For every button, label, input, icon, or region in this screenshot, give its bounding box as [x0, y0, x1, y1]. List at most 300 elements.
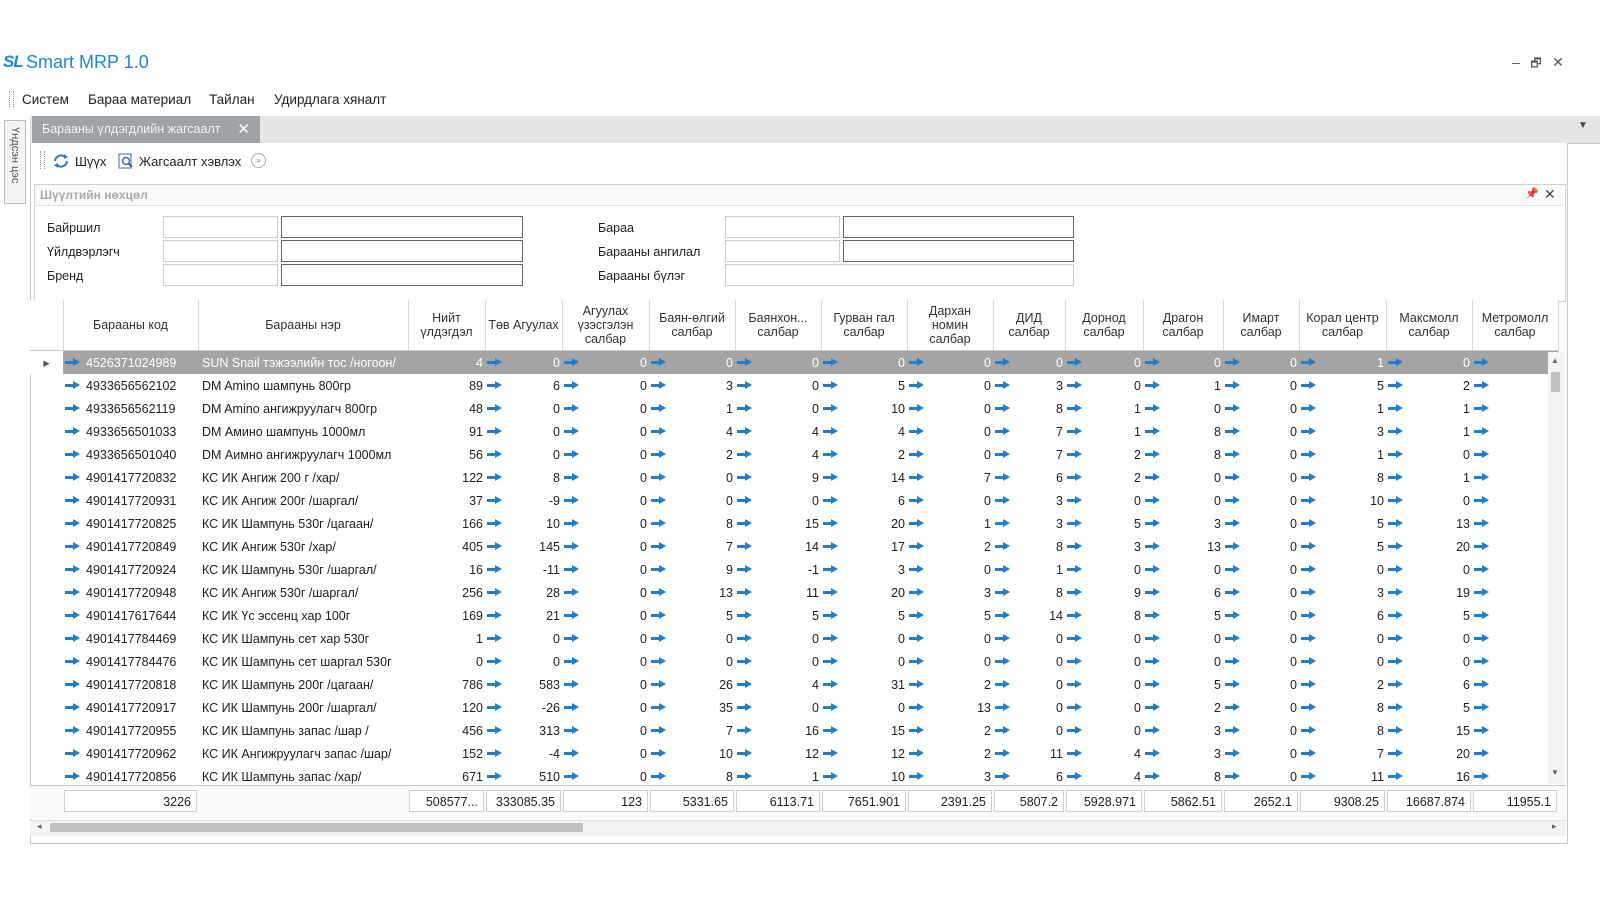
- cell-branch-qty[interactable]: [649, 397, 735, 420]
- table-row[interactable]: [30, 443, 1558, 466]
- cell-name[interactable]: DM Amino шампунь 800гр: [202, 378, 351, 393]
- table-row[interactable]: [30, 627, 1558, 650]
- cell-branch-qty[interactable]: [562, 627, 649, 650]
- cell-branch-qty[interactable]: [821, 374, 907, 397]
- cell-branch-qty[interactable]: [1386, 443, 1472, 466]
- cell-branch-qty[interactable]: [1065, 397, 1143, 420]
- cell-branch-qty[interactable]: [1223, 443, 1299, 466]
- cell-name[interactable]: КС ИК Ангиж 530г /хар/: [202, 539, 336, 554]
- cell-branch-qty[interactable]: [821, 558, 907, 581]
- cell-branch-qty[interactable]: [485, 673, 562, 696]
- cell-branch-qty[interactable]: [649, 420, 735, 443]
- manufacturer-code-input[interactable]: [163, 240, 278, 262]
- cell-code[interactable]: [63, 489, 198, 512]
- cell-total[interactable]: 4: [408, 351, 485, 375]
- cell-code[interactable]: [63, 466, 198, 489]
- cell-branch-qty[interactable]: [1299, 466, 1386, 489]
- tab-stock-list[interactable]: [32, 116, 260, 143]
- column-header[interactable]: Нийт үлдэгдэл: [408, 300, 485, 351]
- cell-branch-qty[interactable]: [735, 719, 821, 742]
- cell-branch-qty[interactable]: [821, 604, 907, 627]
- cell-branch-qty[interactable]: [485, 627, 562, 650]
- cell-branch-qty[interactable]: [1223, 466, 1299, 489]
- cell-name[interactable]: КС ИК Шампунь 530г /цагаан/: [202, 516, 374, 531]
- cell-name[interactable]: КС ИК Ангижруулагч запас /шар/: [202, 746, 392, 761]
- cell-code[interactable]: [63, 604, 198, 627]
- column-header[interactable]: ДИД салбар: [993, 300, 1065, 351]
- cell-branch-qty[interactable]: [1223, 696, 1299, 719]
- cell-branch-qty[interactable]: [1386, 558, 1472, 581]
- cell-branch-qty[interactable]: [1472, 696, 1558, 719]
- cell-name[interactable]: DM Амино шампунь 1000мл: [202, 424, 366, 439]
- brand-code-input[interactable]: [163, 264, 278, 286]
- cell-code[interactable]: [63, 420, 198, 443]
- cell-branch-qty[interactable]: [649, 673, 735, 696]
- cell-total[interactable]: 120: [462, 700, 483, 715]
- cell-name[interactable]: КС ИК Шампунь запас /шар /: [202, 723, 369, 738]
- cell-branch-qty[interactable]: [735, 443, 821, 466]
- cell-branch-qty[interactable]: [821, 397, 907, 420]
- cell-branch-qty[interactable]: [1065, 696, 1143, 719]
- table-row[interactable]: [30, 558, 1558, 581]
- menu-report[interactable]: Тайлан: [209, 92, 255, 107]
- cell-branch-qty[interactable]: [735, 604, 821, 627]
- table-row[interactable]: [30, 742, 1558, 765]
- cell-branch-qty[interactable]: [1143, 420, 1223, 443]
- cell-branch-qty[interactable]: [562, 673, 649, 696]
- cell-branch-qty[interactable]: [1143, 650, 1223, 673]
- vertical-scroll-thumb[interactable]: [1551, 372, 1560, 392]
- table-row[interactable]: [30, 466, 1558, 489]
- table-row[interactable]: [30, 397, 1558, 420]
- cell-branch-qty[interactable]: [993, 627, 1065, 650]
- cell-branch-qty[interactable]: [562, 397, 649, 420]
- cell-branch-qty[interactable]: [993, 719, 1065, 742]
- cell-branch-qty[interactable]: [1386, 512, 1472, 535]
- cell-branch-qty[interactable]: [735, 420, 821, 443]
- cell-branch-qty[interactable]: [1223, 420, 1299, 443]
- cell-branch-qty[interactable]: [1143, 696, 1223, 719]
- cell-branch-qty[interactable]: [1065, 719, 1143, 742]
- cell-branch-qty[interactable]: [907, 604, 993, 627]
- cell-branch-qty[interactable]: [993, 351, 1065, 375]
- cell-branch-qty[interactable]: [1299, 604, 1386, 627]
- cell-branch-qty[interactable]: [1065, 351, 1143, 375]
- table-row[interactable]: [30, 696, 1558, 719]
- cell-branch-qty[interactable]: [821, 719, 907, 742]
- cell-name[interactable]: КС ИК Ангиж 530г /шаргал/: [202, 585, 359, 600]
- cell-branch-qty[interactable]: [1386, 351, 1472, 375]
- cell-branch-qty[interactable]: [1143, 604, 1223, 627]
- cell-branch-qty[interactable]: [649, 351, 735, 375]
- cell-branch-qty[interactable]: [1299, 742, 1386, 765]
- cell-branch-qty[interactable]: [1065, 673, 1143, 696]
- cell-branch-qty[interactable]: [1143, 466, 1223, 489]
- cell-code[interactable]: [63, 512, 198, 535]
- cell-branch-qty[interactable]: [1223, 650, 1299, 673]
- goods-name-input[interactable]: [843, 216, 1074, 238]
- cell-branch-qty[interactable]: [1065, 627, 1143, 650]
- column-header[interactable]: Барааны нэр: [198, 300, 408, 351]
- cell-code[interactable]: [63, 673, 198, 696]
- cell-total[interactable]: 256: [462, 585, 483, 600]
- cell-branch-qty[interactable]: [1223, 742, 1299, 765]
- cell-branch-qty[interactable]: [735, 535, 821, 558]
- column-header[interactable]: Дорнод салбар: [1065, 300, 1143, 351]
- cell-branch-qty[interactable]: [1472, 466, 1558, 489]
- scroll-left-icon[interactable]: ◂: [37, 821, 42, 831]
- cell-name[interactable]: DM Аимно ангижруулагч 1000мл: [202, 447, 392, 462]
- cell-branch-qty[interactable]: [993, 397, 1065, 420]
- cell-total[interactable]: 16: [469, 562, 483, 577]
- cell-branch-qty[interactable]: [1065, 466, 1143, 489]
- cell-code[interactable]: [63, 719, 198, 742]
- cell-branch-qty[interactable]: [562, 512, 649, 535]
- column-header[interactable]: Дархан номин салбар: [907, 300, 993, 351]
- cell-branch-qty[interactable]: [993, 374, 1065, 397]
- cell-branch-qty[interactable]: [649, 374, 735, 397]
- cell-branch-qty[interactable]: [562, 420, 649, 443]
- cell-total[interactable]: 456: [462, 723, 483, 738]
- cell-branch-qty[interactable]: [1143, 673, 1223, 696]
- cell-branch-qty[interactable]: [821, 650, 907, 673]
- cell-branch-qty[interactable]: [1299, 374, 1386, 397]
- cell-branch-qty[interactable]: [1223, 604, 1299, 627]
- cell-branch-qty[interactable]: [735, 489, 821, 512]
- cell-branch-qty[interactable]: [1223, 351, 1299, 375]
- cell-branch-qty[interactable]: [1143, 535, 1223, 558]
- table-row[interactable]: [30, 512, 1558, 535]
- cell-name[interactable]: КС ИК Шампунь запас /хар/: [202, 769, 362, 784]
- cell-branch-qty[interactable]: [1223, 627, 1299, 650]
- cell-branch-qty[interactable]: [1143, 351, 1223, 375]
- cell-code[interactable]: [63, 351, 198, 375]
- cell-name[interactable]: КС ИК Ангиж 200г /шаргал/: [202, 493, 359, 508]
- cell-branch-qty[interactable]: [485, 581, 562, 604]
- cell-branch-qty[interactable]: [649, 650, 735, 673]
- cell-total[interactable]: 152: [462, 746, 483, 761]
- cell-code[interactable]: [63, 742, 198, 765]
- column-header[interactable]: Баян-өлгий салбар: [649, 300, 735, 351]
- cell-branch-qty[interactable]: [735, 742, 821, 765]
- column-header[interactable]: Баянхон... салбар: [735, 300, 821, 351]
- cell-name[interactable]: КС ИК Шампунь сет хар 530г: [202, 631, 370, 646]
- cell-branch-qty[interactable]: [735, 397, 821, 420]
- cell-branch-qty[interactable]: [1472, 673, 1558, 696]
- column-header[interactable]: Максмолл салбар: [1386, 300, 1472, 351]
- cell-branch-qty[interactable]: [907, 696, 993, 719]
- column-header[interactable]: Метромолл салбар: [1472, 300, 1558, 351]
- cell-branch-qty[interactable]: [735, 673, 821, 696]
- cell-branch-qty[interactable]: [1386, 374, 1472, 397]
- cell-total[interactable]: 0: [476, 654, 483, 669]
- minimize-button[interactable]: –: [1512, 54, 1520, 70]
- table-row[interactable]: [30, 581, 1558, 604]
- cell-branch-qty[interactable]: [993, 489, 1065, 512]
- horizontal-scroll-thumb[interactable]: [50, 823, 583, 832]
- column-header[interactable]: Корал центр салбар: [1299, 300, 1386, 351]
- cell-branch-qty[interactable]: [907, 627, 993, 650]
- cell-branch-qty[interactable]: [562, 581, 649, 604]
- cell-branch-qty[interactable]: [649, 512, 735, 535]
- cell-total[interactable]: 671: [462, 769, 483, 784]
- location-code-input[interactable]: [163, 216, 278, 238]
- cell-branch-qty[interactable]: [485, 604, 562, 627]
- cell-branch-qty[interactable]: [907, 558, 993, 581]
- scroll-right-icon[interactable]: ▸: [1552, 821, 1557, 831]
- cell-branch-qty[interactable]: [821, 673, 907, 696]
- cell-branch-qty[interactable]: [1065, 581, 1143, 604]
- close-filter-icon[interactable]: ✕: [1544, 186, 1556, 202]
- cell-code[interactable]: [63, 581, 198, 604]
- cell-branch-qty[interactable]: [485, 351, 562, 375]
- column-header[interactable]: Төв Агуулах: [485, 300, 562, 351]
- cell-branch-qty[interactable]: [993, 443, 1065, 466]
- cell-total[interactable]: 1: [476, 631, 483, 646]
- print-list-button[interactable]: [118, 153, 241, 169]
- cell-branch-qty[interactable]: [1386, 696, 1472, 719]
- cell-branch-qty[interactable]: [993, 558, 1065, 581]
- cell-branch-qty[interactable]: [1299, 719, 1386, 742]
- cell-branch-qty[interactable]: [1299, 696, 1386, 719]
- cell-branch-qty[interactable]: [1299, 351, 1386, 375]
- close-tab-icon[interactable]: ✕: [237, 121, 250, 138]
- table-row[interactable]: [30, 420, 1558, 443]
- pin-icon[interactable]: 📌: [1525, 188, 1539, 200]
- cell-branch-qty[interactable]: [562, 604, 649, 627]
- cell-branch-qty[interactable]: [821, 489, 907, 512]
- cell-branch-qty[interactable]: [1143, 443, 1223, 466]
- cell-branch-qty[interactable]: [907, 512, 993, 535]
- cell-branch-qty[interactable]: [993, 696, 1065, 719]
- cell-branch-qty[interactable]: [1223, 558, 1299, 581]
- cell-branch-qty[interactable]: [1143, 558, 1223, 581]
- cell-branch-qty[interactable]: [821, 581, 907, 604]
- cell-branch-qty[interactable]: [907, 581, 993, 604]
- cell-branch-qty[interactable]: [1299, 673, 1386, 696]
- cell-branch-qty[interactable]: [649, 742, 735, 765]
- cell-branch-qty[interactable]: [1472, 627, 1558, 650]
- cell-branch-qty[interactable]: [1386, 719, 1472, 742]
- cell-branch-qty[interactable]: [649, 466, 735, 489]
- cell-branch-qty[interactable]: [485, 696, 562, 719]
- cell-branch-qty[interactable]: [562, 351, 649, 375]
- cell-branch-qty[interactable]: [1472, 604, 1558, 627]
- cell-branch-qty[interactable]: [1472, 443, 1558, 466]
- cell-branch-qty[interactable]: [1472, 719, 1558, 742]
- cell-branch-qty[interactable]: [1223, 673, 1299, 696]
- cell-branch-qty[interactable]: [1472, 650, 1558, 673]
- brand-name-input[interactable]: [281, 264, 523, 286]
- cell-name[interactable]: КС ИК Шампунь 200г /шаргал/: [202, 700, 377, 715]
- cell-branch-qty[interactable]: [1472, 535, 1558, 558]
- cell-name[interactable]: КС ИК Шампунь сет шаргал 530г: [202, 654, 392, 669]
- cell-branch-qty[interactable]: [485, 420, 562, 443]
- cell-branch-qty[interactable]: [1472, 742, 1558, 765]
- cell-branch-qty[interactable]: [821, 443, 907, 466]
- cell-branch-qty[interactable]: [1223, 397, 1299, 420]
- cell-branch-qty[interactable]: [993, 512, 1065, 535]
- cell-branch-qty[interactable]: [649, 719, 735, 742]
- cell-branch-qty[interactable]: [562, 558, 649, 581]
- cell-branch-qty[interactable]: [1065, 489, 1143, 512]
- manufacturer-name-input[interactable]: [281, 240, 523, 262]
- cell-branch-qty[interactable]: [562, 535, 649, 558]
- cell-branch-qty[interactable]: [649, 627, 735, 650]
- cell-branch-qty[interactable]: [1065, 535, 1143, 558]
- cell-branch-qty[interactable]: [1299, 512, 1386, 535]
- more-options-icon[interactable]: »: [251, 153, 266, 168]
- cell-branch-qty[interactable]: [1299, 535, 1386, 558]
- cell-code[interactable]: [63, 627, 198, 650]
- cell-branch-qty[interactable]: [1299, 558, 1386, 581]
- cell-code[interactable]: [63, 650, 198, 673]
- cell-branch-qty[interactable]: [1065, 512, 1143, 535]
- cell-code[interactable]: [63, 696, 198, 719]
- cell-code[interactable]: [63, 558, 198, 581]
- cell-branch-qty[interactable]: [562, 466, 649, 489]
- cell-branch-qty[interactable]: [562, 742, 649, 765]
- cell-branch-qty[interactable]: [1143, 397, 1223, 420]
- scroll-down-icon[interactable]: ▼: [1551, 768, 1559, 777]
- cell-total[interactable]: 37: [469, 493, 483, 508]
- cell-branch-qty[interactable]: [735, 696, 821, 719]
- cell-branch-qty[interactable]: [1472, 489, 1558, 512]
- cell-branch-qty[interactable]: [1065, 420, 1143, 443]
- close-window-button[interactable]: ✕: [1552, 54, 1564, 70]
- menu-system[interactable]: Систем: [22, 92, 69, 107]
- cell-branch-qty[interactable]: [1065, 443, 1143, 466]
- cell-code[interactable]: [63, 374, 198, 397]
- cell-code[interactable]: [63, 443, 198, 466]
- cell-branch-qty[interactable]: [1299, 581, 1386, 604]
- cell-total[interactable]: 786: [462, 677, 483, 692]
- cell-branch-qty[interactable]: [821, 627, 907, 650]
- cell-branch-qty[interactable]: [485, 719, 562, 742]
- cell-branch-qty[interactable]: [821, 512, 907, 535]
- cell-branch-qty[interactable]: [485, 650, 562, 673]
- cell-branch-qty[interactable]: [649, 696, 735, 719]
- cell-branch-qty[interactable]: [1143, 489, 1223, 512]
- cell-branch-qty[interactable]: [993, 466, 1065, 489]
- cell-branch-qty[interactable]: [1299, 650, 1386, 673]
- cell-branch-qty[interactable]: [1065, 650, 1143, 673]
- cell-branch-qty[interactable]: [735, 581, 821, 604]
- cell-branch-qty[interactable]: [1223, 489, 1299, 512]
- cell-branch-qty[interactable]: [907, 443, 993, 466]
- table-row[interactable]: [30, 719, 1558, 742]
- cell-total[interactable]: 91: [469, 424, 483, 439]
- cell-branch-qty[interactable]: [1299, 397, 1386, 420]
- cell-branch-qty[interactable]: [649, 489, 735, 512]
- cell-branch-qty[interactable]: [1065, 604, 1143, 627]
- cell-branch-qty[interactable]: [562, 719, 649, 742]
- category-code-input[interactable]: [725, 240, 840, 262]
- cell-branch-qty[interactable]: [649, 604, 735, 627]
- cell-name[interactable]: КС ИК Шампунь 200г /цагаан/: [202, 677, 374, 692]
- cell-branch-qty[interactable]: [1065, 742, 1143, 765]
- cell-branch-qty[interactable]: [1143, 627, 1223, 650]
- cell-branch-qty[interactable]: [735, 650, 821, 673]
- column-header[interactable]: Драгон салбар: [1143, 300, 1223, 351]
- cell-branch-qty[interactable]: [1386, 489, 1472, 512]
- cell-branch-qty[interactable]: [993, 673, 1065, 696]
- table-row[interactable]: [30, 489, 1558, 512]
- location-name-input[interactable]: [281, 216, 523, 238]
- cell-branch-qty[interactable]: [1386, 535, 1472, 558]
- cell-branch-qty[interactable]: [1386, 581, 1472, 604]
- cell-branch-qty[interactable]: [821, 420, 907, 443]
- cell-branch-qty[interactable]: [1299, 443, 1386, 466]
- cell-branch-qty[interactable]: [562, 650, 649, 673]
- cell-branch-qty[interactable]: [907, 673, 993, 696]
- cell-branch-qty[interactable]: [562, 443, 649, 466]
- cell-branch-qty[interactable]: [1299, 420, 1386, 443]
- cell-code[interactable]: [63, 535, 198, 558]
- column-header[interactable]: Гурван гал салбар: [821, 300, 907, 351]
- cell-branch-qty[interactable]: [993, 742, 1065, 765]
- scroll-up-icon[interactable]: ▲: [1551, 356, 1559, 365]
- cell-name[interactable]: КС ИК Үс эссенц хар 100г: [202, 608, 351, 623]
- cell-branch-qty[interactable]: [907, 466, 993, 489]
- cell-branch-qty[interactable]: [485, 535, 562, 558]
- cell-branch-qty[interactable]: [1472, 581, 1558, 604]
- table-row[interactable]: [30, 535, 1558, 558]
- cell-branch-qty[interactable]: [1472, 558, 1558, 581]
- cell-branch-qty[interactable]: [1143, 512, 1223, 535]
- cell-branch-qty[interactable]: [1472, 351, 1558, 375]
- cell-branch-qty[interactable]: [1472, 512, 1558, 535]
- cell-branch-qty[interactable]: [907, 650, 993, 673]
- cell-branch-qty[interactable]: [735, 627, 821, 650]
- cell-branch-qty[interactable]: [907, 351, 993, 375]
- cell-branch-qty[interactable]: [993, 604, 1065, 627]
- cell-branch-qty[interactable]: [821, 535, 907, 558]
- cell-branch-qty[interactable]: [1143, 742, 1223, 765]
- cell-branch-qty[interactable]: [485, 512, 562, 535]
- table-row[interactable]: [30, 374, 1558, 397]
- restore-button[interactable]: 🗗: [1530, 56, 1542, 70]
- cell-name[interactable]: DM Amino ангижруулагч 800гр: [202, 401, 378, 416]
- cell-branch-qty[interactable]: [1143, 374, 1223, 397]
- cell-branch-qty[interactable]: [1386, 397, 1472, 420]
- cell-branch-qty[interactable]: [1065, 374, 1143, 397]
- goods-code-input[interactable]: [725, 216, 840, 238]
- cell-branch-qty[interactable]: [562, 696, 649, 719]
- cell-branch-qty[interactable]: [1386, 673, 1472, 696]
- cell-branch-qty[interactable]: [1386, 742, 1472, 765]
- cell-code[interactable]: [63, 397, 198, 420]
- cell-branch-qty[interactable]: [1472, 397, 1558, 420]
- cell-branch-qty[interactable]: [1386, 604, 1472, 627]
- cell-branch-qty[interactable]: [907, 489, 993, 512]
- menu-goods[interactable]: Бараа материал: [88, 92, 192, 107]
- cell-total[interactable]: 122: [462, 470, 483, 485]
- cell-branch-qty[interactable]: [1223, 374, 1299, 397]
- cell-branch-qty[interactable]: [485, 742, 562, 765]
- cell-branch-qty[interactable]: [1299, 489, 1386, 512]
- cell-branch-qty[interactable]: [649, 581, 735, 604]
- cell-branch-qty[interactable]: [993, 650, 1065, 673]
- cell-total[interactable]: 166: [462, 516, 483, 531]
- cell-branch-qty[interactable]: [485, 397, 562, 420]
- cell-branch-qty[interactable]: [485, 374, 562, 397]
- group-input[interactable]: [725, 264, 1074, 286]
- cell-branch-qty[interactable]: [735, 374, 821, 397]
- cell-branch-qty[interactable]: [1143, 719, 1223, 742]
- cell-branch-qty[interactable]: [993, 581, 1065, 604]
- cell-branch-qty[interactable]: [1065, 558, 1143, 581]
